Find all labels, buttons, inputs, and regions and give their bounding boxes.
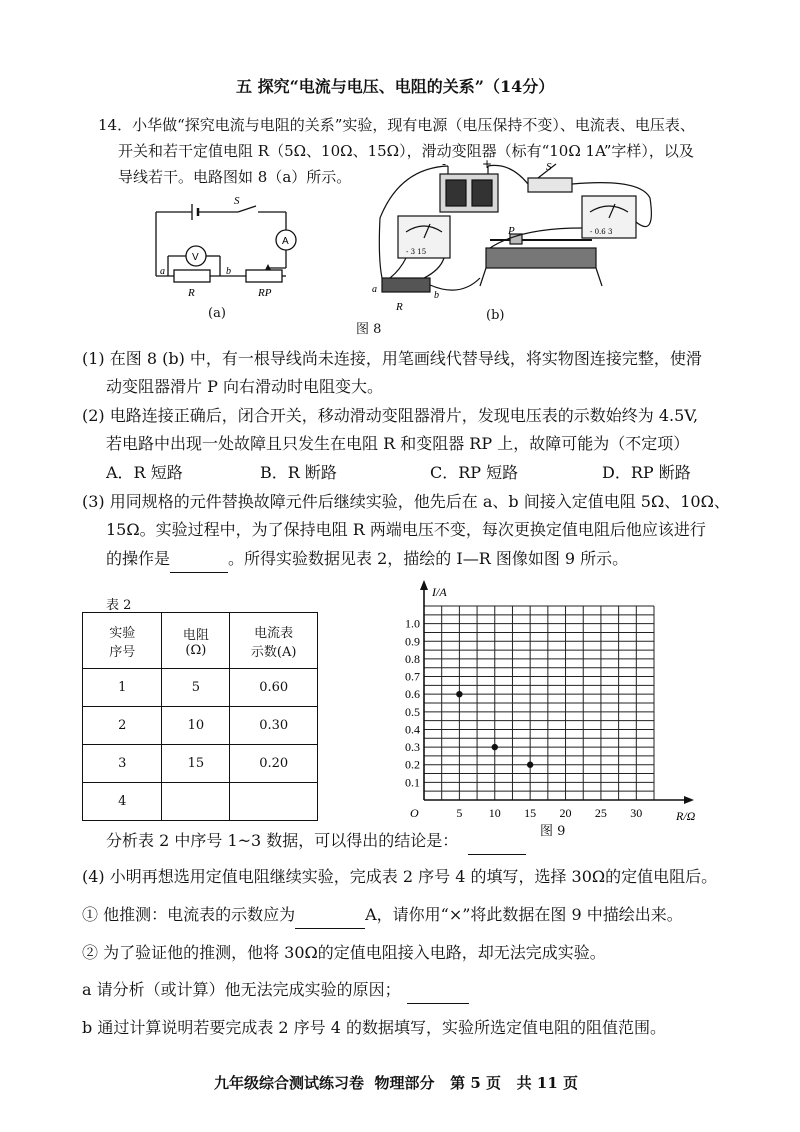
cell-trial: 4 [83,783,162,821]
battery-plus-label: + [482,158,493,171]
cell-resistance: 15 [162,745,230,783]
part4-qb: b 通过计算说明若要完成表 2 序号 4 的数据填写，实验所选定值电阻的阻值范围。 [82,1018,667,1037]
analysis-line [106,828,526,855]
part3-line-2: 15Ω。实验过程中，为了保持电阻 R 两端电压不变，每次更换定值电阻后他应该进行 [106,520,706,539]
conclusion-answer-blank[interactable] [468,828,526,855]
y-tick-label: 0.8 [405,651,420,666]
y-tick-label: 0.7 [405,669,420,684]
i-r-chart [386,578,716,828]
option-d: D．RP 断路 [602,463,691,482]
analysis-text: 分析表 2 中序号 1~3 数据，可以得出的结论是： [106,831,459,850]
data-point [456,691,462,697]
part4-intro: (4) 小明再想选用定值电阻继续实验，完成表 2 序号 4 的填写，选择 30Ω的定值电阻后。 [82,867,718,886]
circuit-diagram-a [148,190,308,320]
ammeter-symbol: A [282,236,289,247]
data-point [492,744,498,750]
fixed-resistor-label: R [396,301,403,313]
part1-line-2: 动变阻器滑片 P 向右滑动时电阻变大。 [106,377,383,396]
voltmeter-symbol: V [192,252,199,263]
switch-label: S [234,195,240,207]
terminal-b-label: b [434,290,439,301]
part4-qa [82,977,469,1004]
fig-a-label: (a) [208,306,226,321]
x-tick-label: 15 [524,806,537,820]
table-row [83,783,318,821]
node-a-label: a [160,266,165,277]
cell-trial: 2 [83,707,162,745]
section-title: 五 探究“电流与电压、电阻的关系”（14分） [236,77,555,96]
part3-line-3-pre: 的操作是 [106,549,171,568]
cell-trial: 1 [83,669,162,707]
y-tick-label: 1.0 [405,616,420,631]
option-c: C．RP 短路 [430,463,519,482]
reason-answer-blank[interactable] [407,977,469,1004]
q14-intro-line-3: 导线若干。电路图如 8（a）所示。 [118,168,352,186]
part4-q1-post: A，请你用“×”将此数据在图 9 中描绘出来。 [365,905,683,924]
y-axis-arrow [420,580,428,590]
table-row [83,707,318,745]
data-point [527,762,533,768]
x-axis-label: R/Ω [676,809,696,823]
part4-q1-pre: ① 他推测：电流表的示数应为 [82,905,296,924]
page-footer: 九年级综合测试练习卷 物理部分 第 5 页 共 11 页 [214,1074,578,1092]
x-axis-arrow [684,796,694,804]
part4-qa-text: a 请分析（或计算）他无法完成实验的原因； [82,980,401,999]
table2-header-row [83,613,318,669]
cell-resistance: 5 [162,669,230,707]
fig-b-label: (b) [486,308,505,323]
cell-current: 0.60 [230,669,318,707]
x-tick-label: 10 [488,806,501,820]
part3-line-3-post: 。所得实验数据见表 2，描绘的 I—R 图像如图 9 所示。 [228,549,629,568]
part2-line-1: (2) 电路连接正确后，闭合开关，移动滑动变阻器滑片，发现电压表的示数始终为 4.5V, [82,406,699,425]
x-tick-label: 30 [630,806,643,820]
terminal-a-label: a [372,284,377,295]
table-row [83,669,318,707]
voltmeter-scale: - 3 15 [406,248,427,256]
node-b-label: b [226,266,231,277]
switch-b-label: S [546,161,552,173]
part4-q2: ② 为了验证他的推测，他将 30Ω的定值电阻接入电路，却无法完成实验。 [82,943,606,962]
part2-line-2: 若电路中出现一处故障且只发生在电阻 R 和变阻器 RP 上，故障可能为（不定项） [106,434,690,453]
x-tick-label: 20 [559,806,572,820]
x-tick-label: 5 [456,806,463,820]
q14-intro-line-2: 开关和若干定值电阻 R（5Ω、10Ω、15Ω），滑动变阻器（标有“10Ω 1A”字样），以及 [118,142,694,160]
y-tick-label: 0.2 [405,757,420,772]
operation-answer-blank[interactable] [170,546,228,573]
y-tick-label: 0.6 [405,687,420,702]
cell-current-empty[interactable] [230,783,318,821]
cell-trial: 3 [83,745,162,783]
cell-current: 0.20 [230,745,318,783]
battery-minus-label: - [442,158,447,171]
y-tick-label: 0.1 [405,775,420,790]
slider-p-label: P [508,225,515,237]
table2 [82,612,318,821]
cell-resistance-empty[interactable] [162,783,230,821]
option-a: A．R 短路 [106,463,183,482]
part4-q1 [82,902,683,929]
header-resistance: 电阻 (Ω) [162,613,230,669]
apparatus-diagram-b [360,158,670,316]
y-axis-label: I/A [432,585,447,599]
origin-label: O [410,806,419,820]
fig8-caption: 图 8 [356,322,382,337]
current-answer-blank[interactable] [295,902,365,929]
cell-current: 0.30 [230,707,318,745]
part1-line-1: (1) 在图 8 (b) 中，有一根导线尚未连接，用笔画线代替导线，将实物图连接完整，使滑 [82,349,702,368]
resistor-label: R [188,287,195,299]
cell-resistance: 10 [162,707,230,745]
header-current: 电流表 示数(A) [230,613,318,669]
y-tick-label: 0.3 [405,740,420,755]
header-trial: 实验 序号 [83,613,162,669]
y-tick-label: 0.4 [405,722,420,737]
y-tick-label: 0.5 [405,704,420,719]
x-tick-label: 25 [594,806,607,820]
ammeter-scale: - 0.6 3 [590,228,613,236]
fig9-caption: 图 9 [540,824,566,839]
rheostat-label: RP [258,287,272,299]
q14-intro-line-1: 14．小华做“探究电流与电阻的关系”实验，现有电源（电压保持不变）、电流表、电压表、 [98,116,695,134]
y-tick-label: 0.9 [405,634,420,649]
part3-line-3 [106,546,628,573]
table-row [83,745,318,783]
option-b: B．R 断路 [260,463,337,482]
table2-caption: 表 2 [106,598,132,613]
part3-line-1: (3) 用同规格的元件替换故障元件后继续实验，他先后在 a、b 间接入定值电阻 5Ω、10Ω、 [82,492,730,511]
